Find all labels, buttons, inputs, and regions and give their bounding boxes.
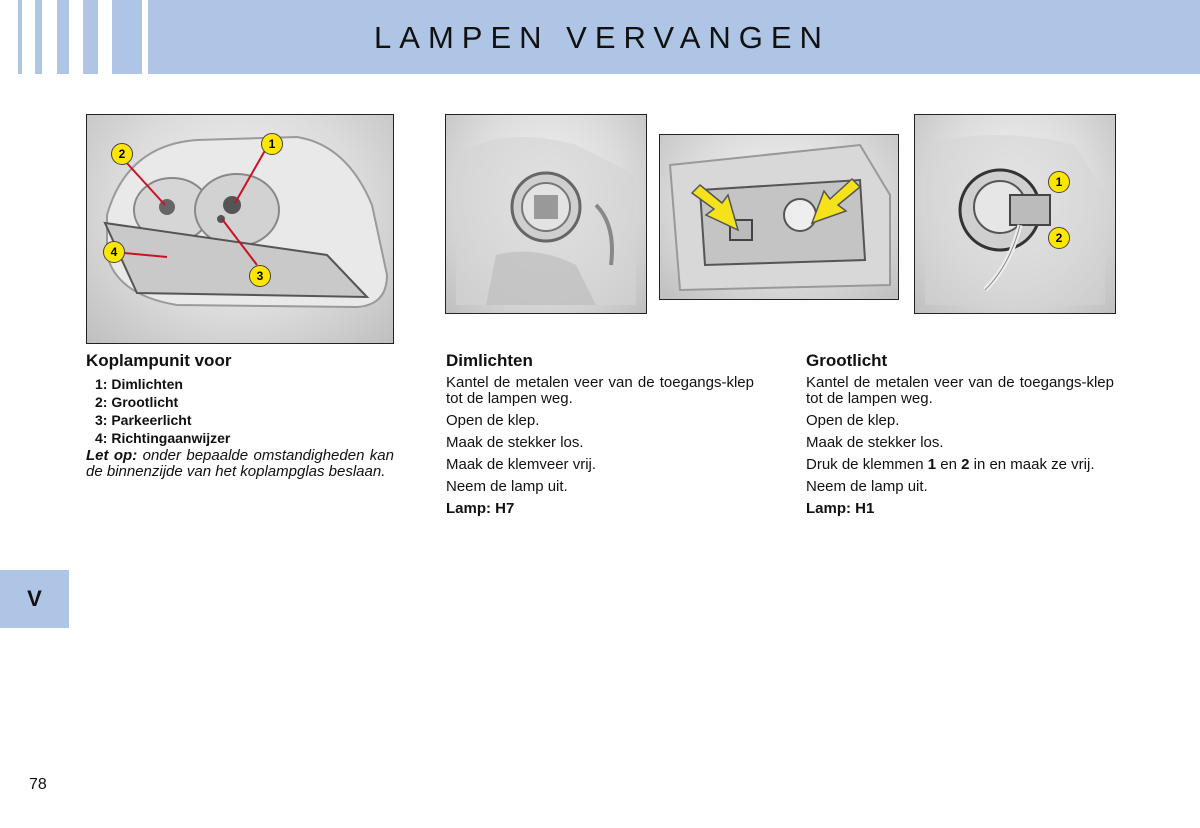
dimlichten-section [446, 351, 754, 523]
headlamp-illustration [87, 115, 393, 343]
grootlicht-step: Open de klep. [806, 412, 900, 429]
callout-4: 4 [103, 241, 125, 263]
koplampunit-section [86, 351, 394, 480]
dimlichten-step: Neem de lamp uit. [446, 478, 568, 495]
note-text: onder bepaalde omstandigheden kan de binnenzijde van het koplampglas beslaan. [86, 447, 394, 480]
header-stripe [35, 0, 42, 74]
grootlicht-step: Kantel de metalen veer van de toegangs-klep tot de lampen weg. [806, 374, 1114, 407]
koplampunit-heading: Koplampunit voor [86, 351, 232, 370]
section-tab: V [0, 570, 69, 628]
callout-1: 1 [1048, 171, 1070, 193]
page-number: 78 [29, 776, 47, 793]
callout-2: 2 [1048, 227, 1070, 249]
step-text: en [936, 456, 962, 473]
step-text: in en maak ze vrij. [969, 456, 1095, 473]
grootlicht-heading: Grootlicht [806, 351, 888, 370]
dimlichten-heading: Dimlichten [446, 351, 533, 370]
clips-photo [659, 134, 899, 300]
header-stripe [18, 0, 22, 74]
dimlichten-step: Kantel de metalen veer van de toegangs-klep tot de lampen weg. [446, 374, 754, 407]
header-stripe [57, 0, 69, 74]
grootlicht-step [806, 457, 1114, 473]
grootlicht-illustration [915, 115, 1115, 313]
legend-item: 2: Grootlicht [95, 394, 179, 410]
page-title: LAMPEN VERVANGEN [374, 20, 830, 55]
header-stripe [112, 0, 142, 74]
legend-item: 3: Parkeerlicht [95, 412, 192, 428]
grootlicht-lamp-type: Lamp: H1 [806, 500, 875, 517]
headlamp-photo [86, 114, 394, 344]
grootlicht-step: Maak de stekker los. [806, 434, 944, 451]
callout-3: 3 [249, 265, 271, 287]
callout-1: 1 [261, 133, 283, 155]
dimlichten-step: Maak de klemveer vrij. [446, 456, 597, 473]
clip-number: 1 [927, 456, 937, 473]
dimlichten-lamp-type: Lamp: H7 [446, 500, 515, 517]
header-stripe [83, 0, 98, 74]
clip-number: 2 [961, 456, 970, 473]
legend-item: 4: Richtingaanwijzer [95, 430, 231, 446]
dimlichten-step: Maak de stekker los. [446, 434, 584, 451]
clips-illustration [660, 135, 898, 299]
note [86, 448, 394, 480]
grootlicht-step: Neem de lamp uit. [806, 478, 928, 495]
grootlicht-photo [914, 114, 1116, 314]
step-text: Druk de klemmen [806, 456, 928, 473]
dimlichten-step: Open de klep. [446, 412, 540, 429]
legend-item: 1: Dimlichten [95, 376, 183, 392]
grootlicht-section [806, 351, 1114, 523]
callout-2: 2 [111, 143, 133, 165]
dimlicht-illustration [446, 115, 646, 313]
dimlicht-photo [445, 114, 647, 314]
note-label: Let op: [86, 447, 138, 464]
